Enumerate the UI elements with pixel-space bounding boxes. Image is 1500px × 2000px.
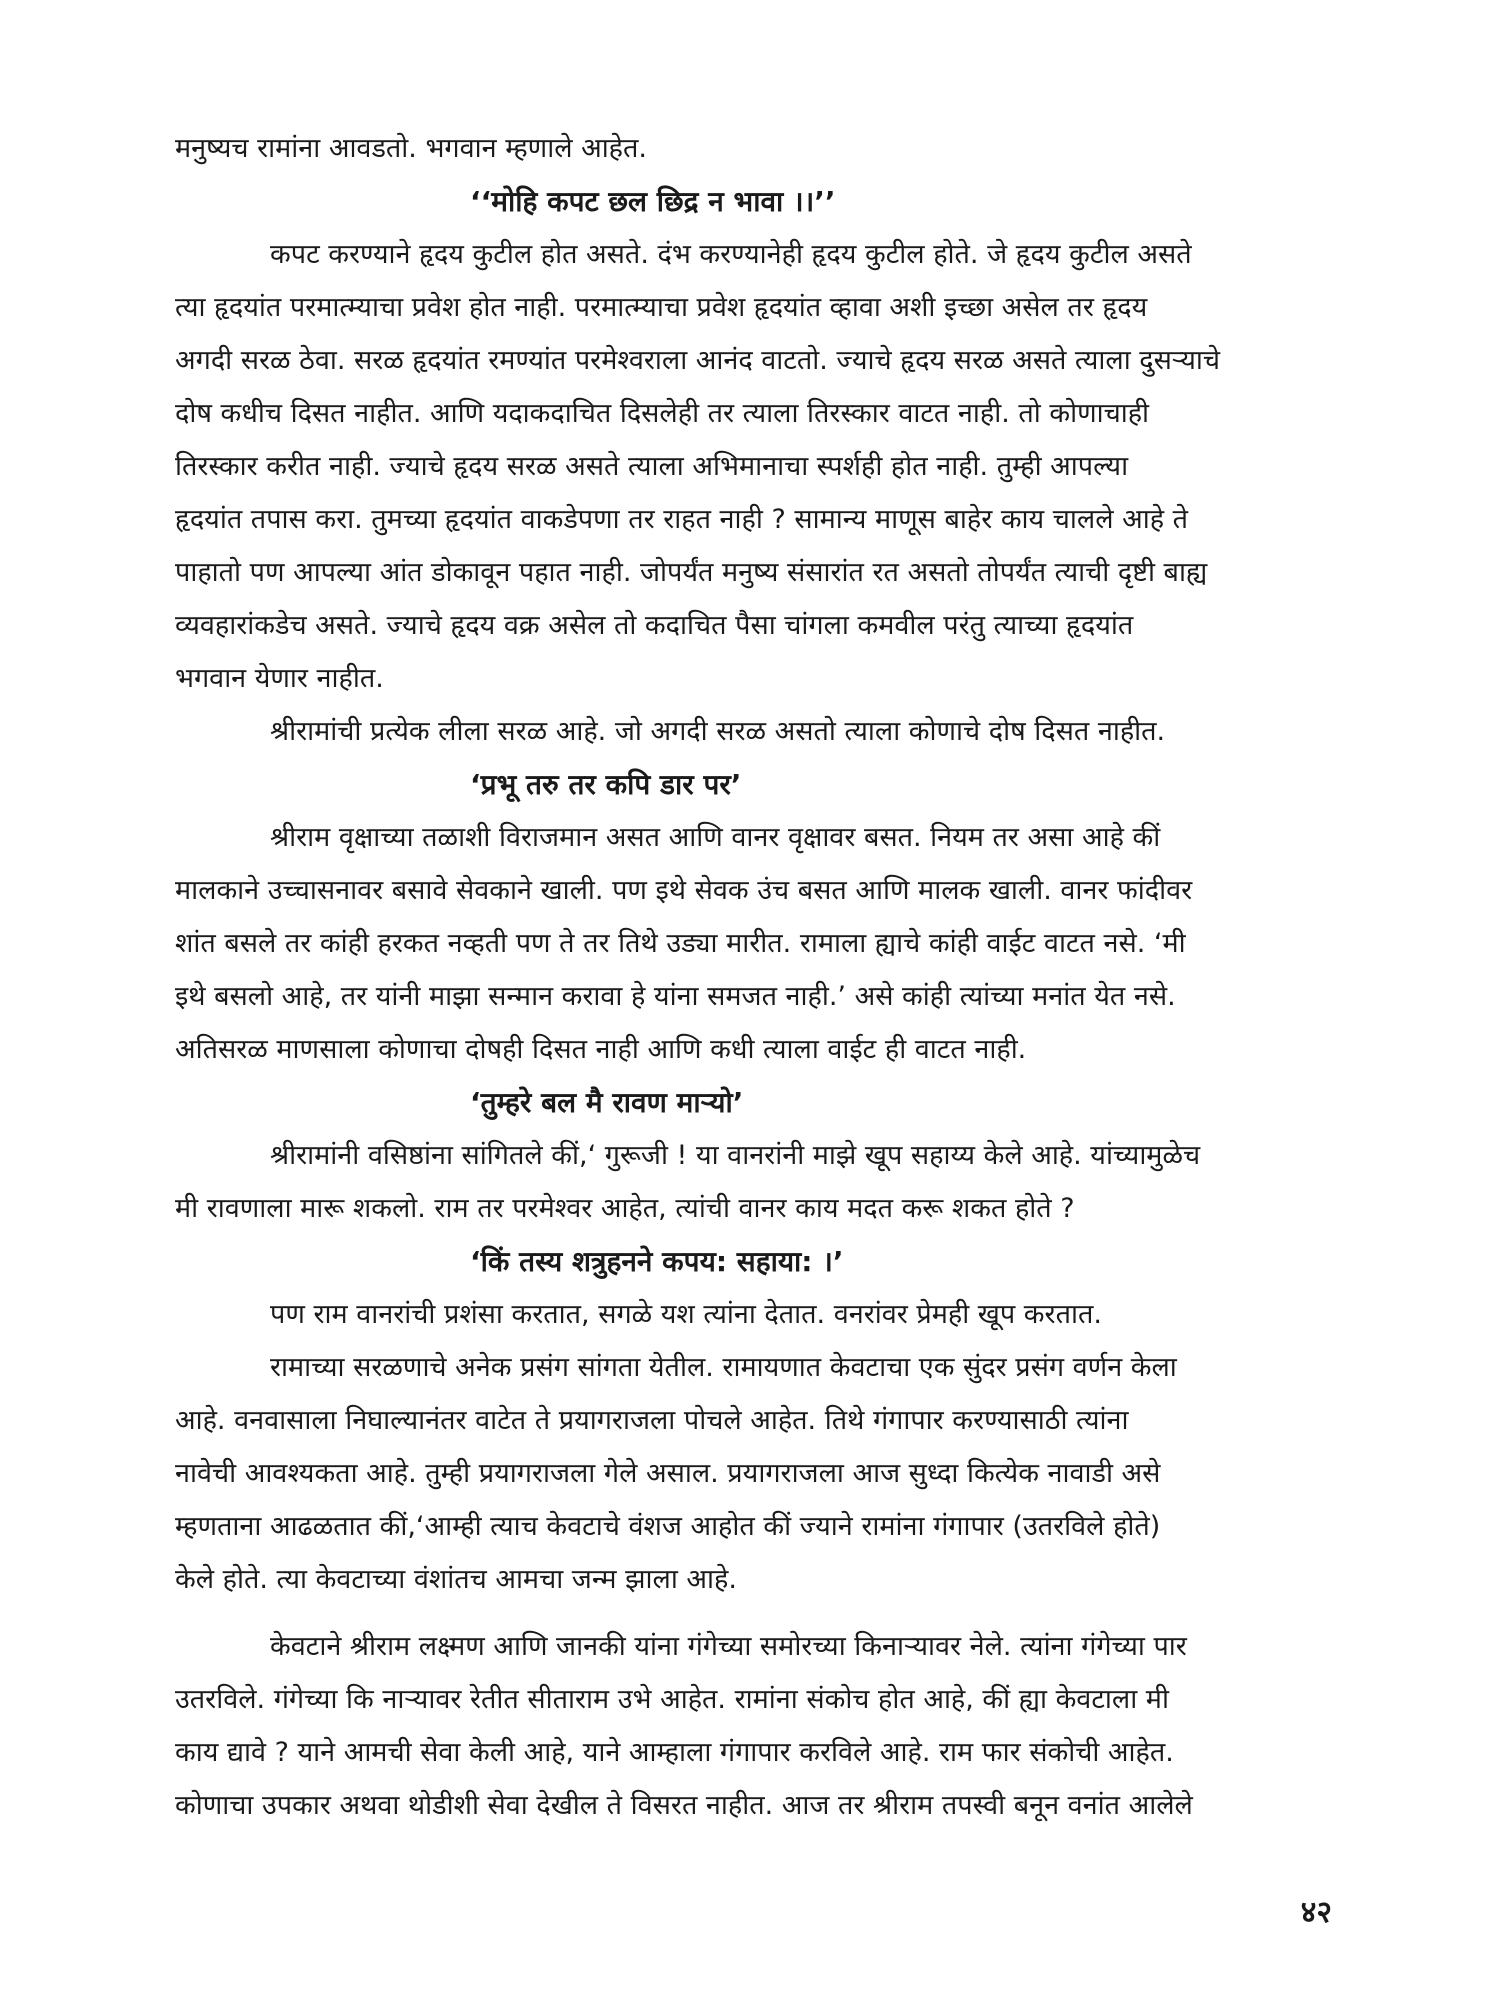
text-line: मनुष्यच रामांना आवडतो. भगवान म्हणाले आहेत.	[175, 133, 647, 164]
text-line: दोष कधीच दिसत नाहीत. आणि यदाकदाचित दिसलेही तर त्याला तिरस्कार वाटत नाही. तो कोणाचाही	[175, 398, 1150, 429]
text-line: काय द्यावे ? याने आमची सेवा केली आहे, याने आम्हाला गंगापार करविले आहे. राम फार संकोची आहेत.	[175, 1737, 1174, 1768]
text-line: उतरविले. गंगेच्या कि नाऱ्यावर रेतीत सीताराम उभे आहेत. रामांना संकोच होत आहे, कीं ह्या केवटाला मी	[175, 1684, 1169, 1715]
page-number: ४२	[1300, 1895, 1332, 1930]
quote-verse-4: ‘किं तस्य शत्रुहनने कपय: सहाया: ।’	[470, 1245, 844, 1278]
text-line: म्हणताना आढळतात कीं,‘आम्ही त्याच केवटाचे वंशज आहोत कीं ज्याने रामांना गंगापार (उतरविले होते)	[175, 1511, 1161, 1542]
text-line: अतिसरळ माणसाला कोणाचा दोषही दिसत नाही आणि कधी त्याला वाईट ही वाटत नाही.	[175, 1034, 1027, 1065]
text-line: नावेची आवश्यकता आहे. तुम्ही प्रयागराजला गेले असाल. प्रयागराजला आज सुध्दा कित्येक नावाडी असे	[175, 1458, 1161, 1489]
text-line: तिरस्कार करीत नाही. ज्याचे हृदय सरळ असते त्याला अभिमानाचा स्पर्शही होत नाही. तुम्ही आपल्या	[175, 451, 1129, 482]
text-line: कोणाचा उपकार अथवा थोडीशी सेवा देखील ते विसरत नाहीत. आज तर श्रीराम तपस्वी बनून वनांत आलेले	[175, 1790, 1193, 1821]
paragraph-start: पण राम वानरांची प्रशंसा करतात, सगळे यश त्यांना देतात. वनरांवर प्रेमही खूप करतात.	[270, 1299, 1102, 1330]
quote-verse-3: ‘तुम्हरे बल मै रावण माऱ्यो’	[470, 1086, 744, 1119]
paragraph-start: श्रीराम वृक्षाच्या तळाशी विराजमान असत आणि वानर वृक्षावर बसत. नियम तर असा आहे कीं	[270, 822, 1161, 853]
paragraph-gap	[175, 1606, 1350, 1620]
paragraph-start: रामाच्या सरळणाचे अनेक प्रसंग सांगता येतील. रामायणात केवटाचा एक सुंदर प्रसंग वर्णन केला	[270, 1352, 1177, 1383]
paragraph-start: कपट करण्याने हृदय कुटील होत असते. दंभ करण्यानेही हृदय कुटील होते. जे हृदय कुटील असते	[270, 239, 1192, 270]
quote-verse-2: ‘प्रभू तरु तर कपि डार पर’	[470, 768, 742, 801]
paragraph-start: श्रीरामांनी वसिष्ठांना सांगितले कीं,‘ गुरूजी ! या वानरांनी माझे खूप सहाय्य केले आहे. यांच्यामुळेच	[270, 1140, 1201, 1171]
paragraph-start: श्रीरामांची प्रत्येक लीला सरळ आहे. जो अगदी सरळ असतो त्याला कोणाचे दोष दिसत नाहीत.	[270, 716, 1166, 747]
text-line: मालकाने उच्चासनावर बसावे सेवकाने खाली. पण इथे सेवक उंच बसत आणि मालक खाली. वानर फांदीवर	[175, 875, 1193, 906]
text-line: हृदयांत तपास करा. तुमच्या हृदयांत वाकडेपणा तर राहत नाही ? सामान्य माणूस बाहेर काय चालले आहे ते	[175, 504, 1189, 535]
text-line: त्या हृदयांत परमात्म्याचा प्रवेश होत नाही. परमात्म्याचा प्रवेश हृदयांत व्हावा अशी इच्छा असेल तर हृदय	[175, 292, 1148, 323]
paragraph-start: केवटाने श्रीराम लक्ष्मण आणि जानकी यांना गंगेच्या समोरच्या किनाऱ्यावर नेले. त्यांना गंगेच्या पार	[270, 1631, 1187, 1662]
text-line: शांत बसले तर कांही हरकत नव्हती पण ते तर तिथे उड्या मारीत. रामाला ह्याचे कांही वाईट वाटत नसे. ‘मी	[175, 928, 1186, 959]
text-line: व्यवहारांकडेच असते. ज्याचे हृदय वक्र असेल तो कदाचित पैसा चांगला कमवील परंतु त्याच्या हृदयांत	[175, 610, 1134, 641]
text-line: केले होते. त्या केवटाच्या वंशांतच आमचा जन्म झाला आहे.	[175, 1564, 737, 1595]
text-line: इथे बसलो आहे, तर यांनी माझा सन्मान करावा हे यांना समजत नाही.’ असे कांही त्यांच्या मनांत येत नसे.	[175, 981, 1176, 1012]
text-line: अगदी सरळ ठेवा. सरळ हृदयांत रमण्यांत परमेश्वराला आनंद वाटतो. ज्याचे हृदय सरळ असते त्याला दुसऱ्याचे	[175, 345, 1221, 376]
text-line: आहे. वनवासाला निघाल्यानंतर वाटेत ते प्रयागराजला पोचले आहेत. तिथे गंगापार करण्यासाठी त्यांना	[175, 1405, 1129, 1436]
quote-verse-1: ‘‘मोहि कपट छल छिद्र न भावा ।।’’	[470, 185, 836, 218]
body-text	[175, 122, 1350, 1832]
text-line: मी रावणाला मारू शकलो. राम तर परमेश्वर आहेत, त्यांची वानर काय मदत करू शकत होते ?	[175, 1193, 1075, 1224]
text-line: भगवान येणार नाहीत.	[175, 663, 384, 694]
text-line: पाहातो पण आपल्या आंत डोकावून पहात नाही. जोपर्यंत मनुष्य संसारांत रत असतो तोपर्यंत त्याची दृष्टी बाह्य	[175, 557, 1208, 588]
